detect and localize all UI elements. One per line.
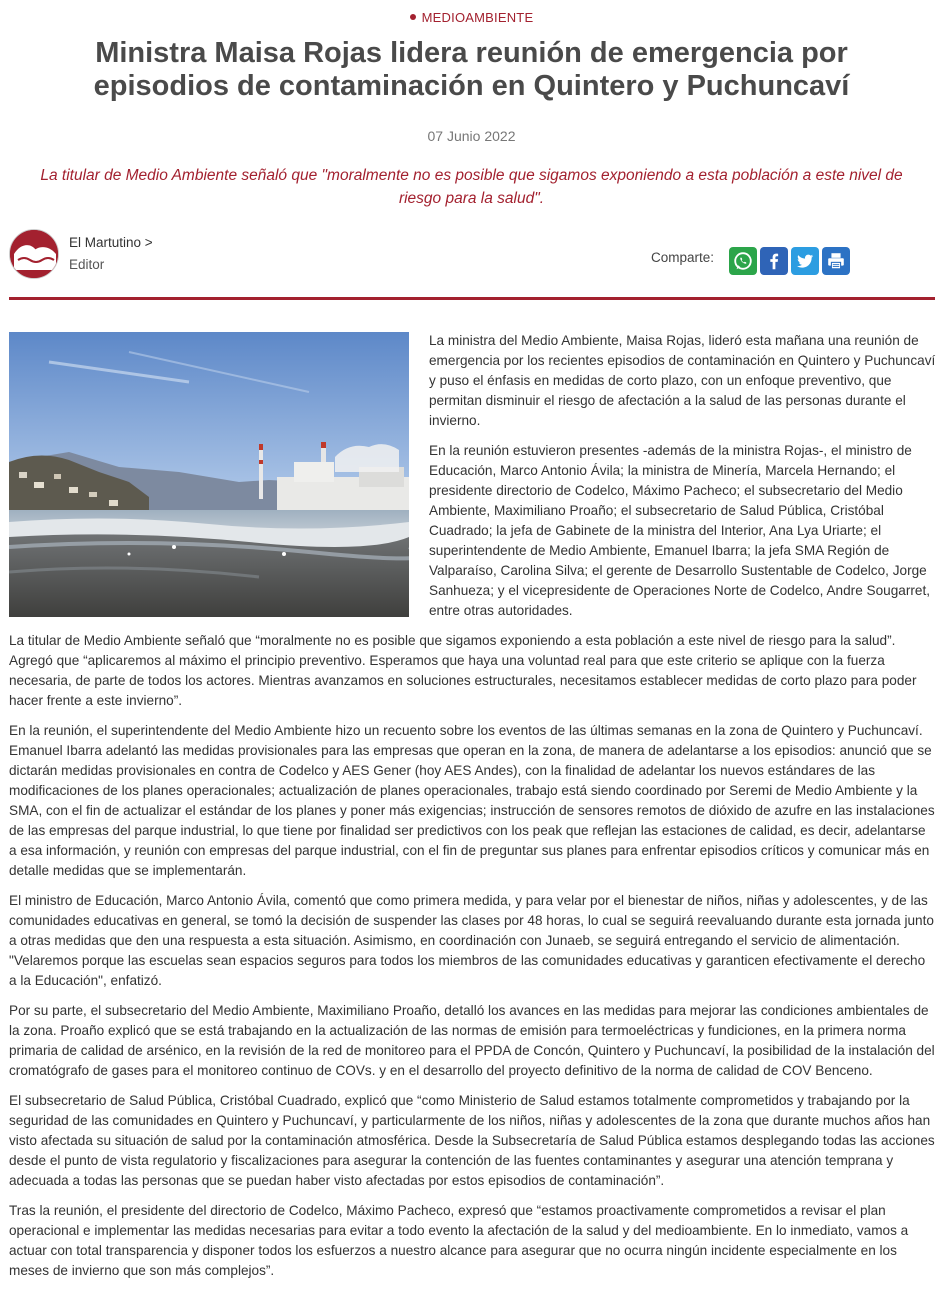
share-label: Comparte: [651,249,715,265]
category-dot [410,14,416,20]
wave-logo-icon [10,230,59,279]
author-block [9,229,153,279]
facebook-share-button[interactable] [760,247,788,275]
category-tag[interactable] [0,10,943,25]
print-icon [825,250,847,272]
paragraph: El ministro de Educación, Marco Antonio Ávila, comentó que como primera medida, y para velar por el bienestar de niños, niñas y adolescentes, y de las comunidades educativas en general, se tomó la decisión de suspender las clases por 48 horas, lo cual se seguirá reevaluando durante esta jornada junto a otras medidas que den una respuesta a esta situación. Asimismo, en coordinación con Junaeb, se seguirá entregando el servicio de alimentación. "Velaremos porque las escuelas sean espacios seguros para todos los miembros de las comunidades educativas y garanticen efectivamente el derecho a la Educación", enfatizó. [9,893,934,988]
category-label: MEDIOAMBIENTE [421,10,534,25]
author-name-link[interactable]: El Martutino > [69,235,153,250]
side-column-text [429,331,936,631]
twitter-share-button[interactable] [791,247,819,275]
paragraph: En la reunión estuvieron presentes -además de la ministra Rojas-, el ministro de Educación, Marco Antonio Ávila; la ministra de Minería, Marcela Hernando; el presidente directorio de Codelco, Máximo Pacheco; el subsecretario del Medio Ambiente, Maximiliano Proaño; el subsecretario de Salud Pública, Cristóbal Cuadrado; la jefa de Gabinete de la ministra del Interior, Ana Lya Uriarte; el superintendente de Medio Ambiente, Emanuel Ibarra; la jefa SMA Región de Valparaíso, Carolina Silva; el gerente de Desarrollo Sustentable de Codelco, Jorge Sanhueza; y el vicepresidente de Operaciones Norte de Codelco, Andre Sougarret, entre otras autoridades. [429,443,931,618]
paragraph: Tras la reunión, el presidente del directorio de Codelco, Máximo Pacheco, expresó que “estamos proactivamente comprometidos a revisar el plan operacional e implementar las medidas necesarias para evitar a todo evento la afectación de la salud y del medioambiente. En lo inmediato, vamos a actuar con total transparencia y disponer todos los esfuerzos a nuestro alcance para asegurar que no ocurra ningún incidente especialmente en los meses de invierno que son más complejos”. [9,1203,909,1278]
article-body [9,631,935,1291]
paragraph: La titular de Medio Ambiente señaló que “moralmente no es posible que sigamos exponiendo a esta población a este nivel de riesgo para la salud”. Agregó que “aplicaremos al máximo el principio preventivo. Esperamos que haya una voluntad real para que este criterio se aplique con la fuerza necesaria, de parte de todos los actores. Mientras avanzamos en soluciones estructurales, necesitamos establecer medidas de corto plazo para poder hacer frente a este invierno”. [9,633,917,708]
article-lead: La titular de Medio Ambiente señaló que "moralmente no es posible que sigamos exponiendo a esta población a este nivel de riesgo para la salud". [40,167,903,207]
coastal-industrial-photo [9,332,409,617]
twitter-icon [794,250,816,272]
whatsapp-icon [732,250,754,272]
paragraph: Por su parte, el subsecretario del Medio Ambiente, Maximiliano Proaño, detalló los avances en las medidas para mejorar las condiciones ambientales de la zona. Proaño explicó que se está trabajando en la actualización de las normas de emisión para termoeléctricas y fundiciones, en la primera norma primaria de calidad de arsénico, en la revisión de la red de monitoreo para el PPDA de Concón, Quintero y Puchuncaví, la posibilidad de la instalación del cromatógrafo de gases para el monitoreo continuo de COVs. y en el desarrollo del proyecto definitivo de la norma de calidad de COV Benceno. [9,1003,935,1078]
article-date: 07 Junio 2022 [427,128,516,144]
paragraph: El subsecretario de Salud Pública, Cristóbal Cuadrado, explicó que “como Ministerio de Salud estamos totalmente comprometidos y trabajando por la seguridad de las comunidades en Quintero y Puchuncaví, y particularmente de los niños, niñas y adolescentes de la zona que durante muchos años han visto afectada su situación de salud por la contaminación atmosférica. Desde la Subsecretaría de Salud Pública estamos desplegando todas las acciones desde el punto de vista regulatorio y fiscalizaciones para asegurar la contención de las fuentes contaminantes y asegurar una atención temprana y adecuada a todas las personas que se puedan haber visto afectadas por estos episodios de contaminación”. [9,1093,935,1188]
author-role: Editor [69,257,105,272]
print-button[interactable] [822,247,850,275]
share-bar [651,247,850,275]
article-photo [9,332,409,617]
paragraph: En la reunión, el superintendente del Medio Ambiente hizo un recuento sobre los eventos de las últimas semanas en la zona de Quintero y Puchuncaví. Emanuel Ibarra adelantó las medidas provisionales para las empresas que operan en la zona, de manera de adelantarse a los episodios: anunció que se dictarán medidas provisionales en contra de Codelco y AES Gener (hoy AES Andes), con la finalidad de adelantar los nuevos estándares de las modificaciones de los planes operacionales; actualización de planes operacionales, trabajo está siendo coordinado por Seremi de Medio Ambiente y la SMA, con el fin de actualizar el estándar de los planes y poner más exigencias; instrucción de sensores remotos de dióxido de azufre en las instalaciones de las empresas del parque industrial, lo que tiene por finalidad ser predictivos con los peak que reflejan las estaciones de calidad, es decir, adelantarse a esa información, y reunión con empresas del parque industrial, con el fin de preguntar sus planes para enfrentar episodios críticos y comunicar más en detalle medidas que se implementarán. [9,723,935,878]
header-divider [9,297,935,300]
paragraph: La ministra del Medio Ambiente, Maisa Rojas, lideró esta mañana una reunión de emergencia por los recientes episodios de contaminación en Quintero y Puchuncaví y puso el énfasis en medidas de corto plazo, con un enfoque preventivo, que permitan disminuir el riesgo de afectación a la salud de las personas durante el invierno. [429,333,936,428]
author-avatar[interactable] [9,229,59,279]
article-title: Ministra Maisa Rojas lidera reunión de emergencia por episodios de contaminación en Quintero y Puchuncaví [93,37,850,102]
facebook-icon [763,250,785,272]
whatsapp-share-button[interactable] [729,247,757,275]
